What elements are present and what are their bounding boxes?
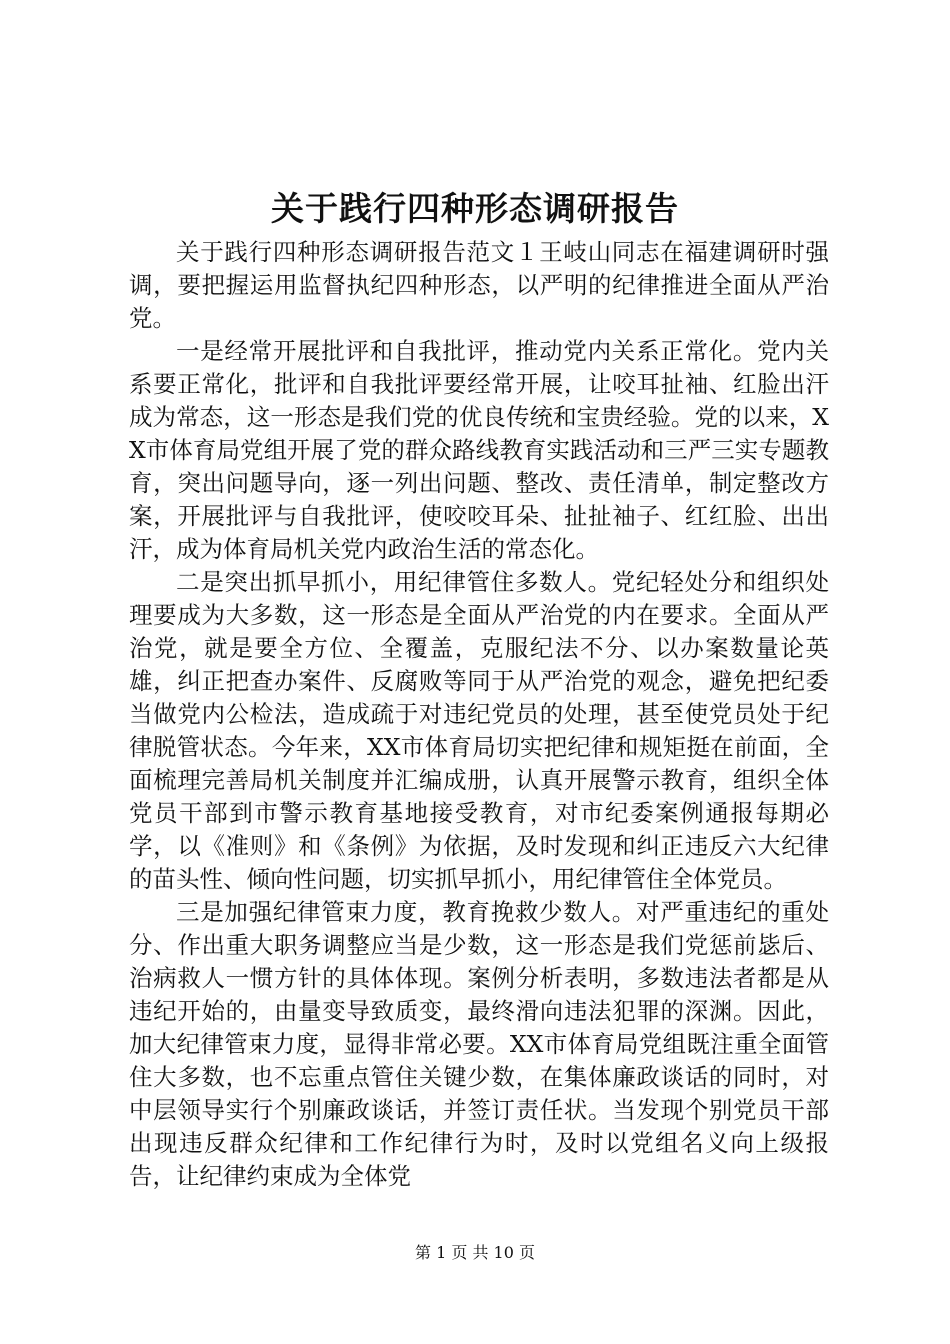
page-number-footer: 第 1 页 共 10 页 — [415, 1243, 535, 1262]
document-body — [129, 236, 829, 1193]
document-title: 关于践行四种形态调研报告 — [271, 189, 679, 228]
paragraph-one: 一是经常开展批评和自我批评，推动党内关系正常化。党内关系要正常化，批评和自我批评要经常开展，让咬耳扯袖、红脸出汗成为常态，这一形态是我们党的优良传统和宝贵经验。党的以来，XX市体育局党组开展了党的群众路线教育实践活动和三严三实专题教育，突出问题导向，逐一列出问题、整改、责任清单，制定整改方案，开展批评与自我批评，使咬咬耳朵、扯扯袖子、红红脸、出出汗，成为体育局机关党内政治生活的常态化。 — [129, 337, 829, 563]
paragraph-intro: 关于践行四种形态调研报告范文１王岐山同志在福建调研时强调，要把握运用监督执纪四种形态，以严明的纪律推进全面从严治党。 — [129, 238, 829, 332]
paragraph-two: 二是突出抓早抓小，用纪律管住多数人。党纪轻处分和组织处理要成为大多数，这一形态是全面从严治党的内在要求。全面从严治党，就是要全方位、全覆盖，克服纪法不分、以办案数量论英雄，纠正把查办案件、反腐败等同于从严治党的观念，避免把纪委当做党内公检法，造成疏于对违纪党员的处理，甚至使党员处于纪律脱管状态。今年来，XX市体育局切实把纪律和规矩挺在前面，全面梳理完善局机关制度并汇编成册，认真开展警示教育，组织全体党员干部到市警示教育基地接受教育，对市纪委案例通报每期必学，以《准则》和《条例》为依据，及时发现和纠正违反六大纪律的苗头性、倾向性问题，切实抓早抓小，用纪律管住全体党员。 — [129, 568, 829, 893]
paragraph-three: 三是加强纪律管束力度，教育挽救少数人。对严重违纪的重处分、作出重大职务调整应当是少数，这一形态是我们党惩前毖后、治病救人一惯方针的具体体现。案例分析表明，多数违法者都是从违纪开始的，由量变导致质变，最终滑向违法犯罪的深渊。因此，加大纪律管束力度，显得非常必要。XX市体育局党组既注重全面管住大多数，也不忘重点管住关键少数，在集体廉政谈话的同时，对中层领导实行个别廉政谈话，并签订责任状。当发现个别党员干部出现违反群众纪律和工作纪律行为时，及时以党组名义向上级报告，让纪律约束成为全体党 — [129, 898, 829, 1190]
